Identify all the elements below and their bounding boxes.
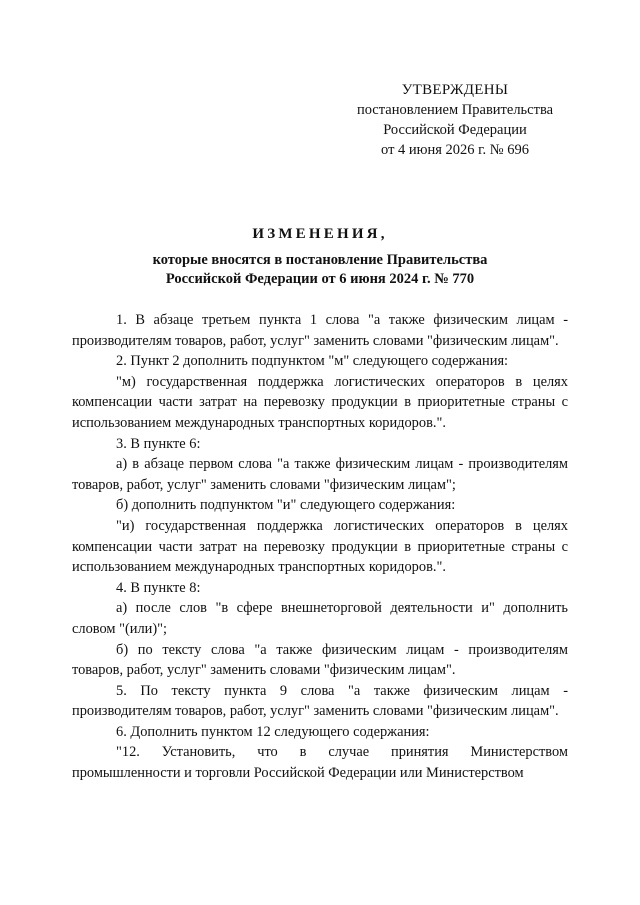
paragraph-3: "м) государственная поддержка логистических операторов в целях компенсации части затрат на перевозку продукции в приоритетные страны с использованием международных транспортных коридоров.". [72, 373, 568, 431]
approval-block [345, 80, 565, 160]
paragraph-10: б) по тексту слова "а также физическим лицам - производителям товаров, работ, услуг" заменить словами "физическим лицам". [72, 641, 568, 679]
subtitle-line-2: Российской Федерации от 6 июня 2024 г. № 770 [165, 271, 475, 287]
approval-heading: УТВЕРЖДЕНЫ [401, 82, 509, 98]
document-title: ИЗМЕНЕНИЯ, [252, 226, 388, 242]
paragraph-5: а) в абзаце первом слова "а также физическим лицам - производителям товаров, работ, услуг" заменить словами "физическим лицам"; [72, 456, 568, 493]
document-subtitle [70, 251, 570, 289]
approval-line-3: от 4 июня 2026 г. № 696 [381, 142, 529, 158]
document-body [72, 310, 568, 784]
paragraph-6: б) дополнить подпунктом "и" следующего содержания: [116, 497, 456, 514]
paragraph-11: 5. По тексту пункта 9 слова "а также физическим лицам - производителям товаров, работ, услуг" заменить словами "физическим лицам". [72, 682, 568, 720]
paragraph-8: 4. В пункте 8: [116, 579, 201, 596]
paragraph-4: 3. В пункте 6: [116, 435, 201, 452]
approval-line-2: Российской Федерации [383, 122, 527, 138]
paragraph-2: 2. Пункт 2 дополнить подпунктом "м" следующего содержания: [116, 353, 509, 370]
approval-line-1: постановлением Правительства [356, 102, 554, 118]
paragraph-13: "12. Установить, что в случае принятия Министерством промышленности и торговли Российской Федерации или Министерством [72, 744, 568, 782]
paragraph-12: 6. Дополнить пунктом 12 следующего содержания: [116, 723, 430, 740]
subtitle-line-1: которые вносятся в постановление Правительства [152, 252, 488, 268]
paragraph-9: а) после слов "в сфере внешнеторговой деятельности и" дополнить словом "(или)"; [72, 600, 568, 637]
paragraph-1: 1. В абзаце третьем пункта 1 слова "а также физическим лицам - производителям товаров, работ, услуг" заменить словами "физическим лицам". [72, 312, 568, 349]
paragraph-7: "и) государственная поддержка логистических операторов в целях компенсации части затрат на перевозку продукции в приоритетные страны с использованием международных транспортных коридоров.". [72, 517, 568, 576]
